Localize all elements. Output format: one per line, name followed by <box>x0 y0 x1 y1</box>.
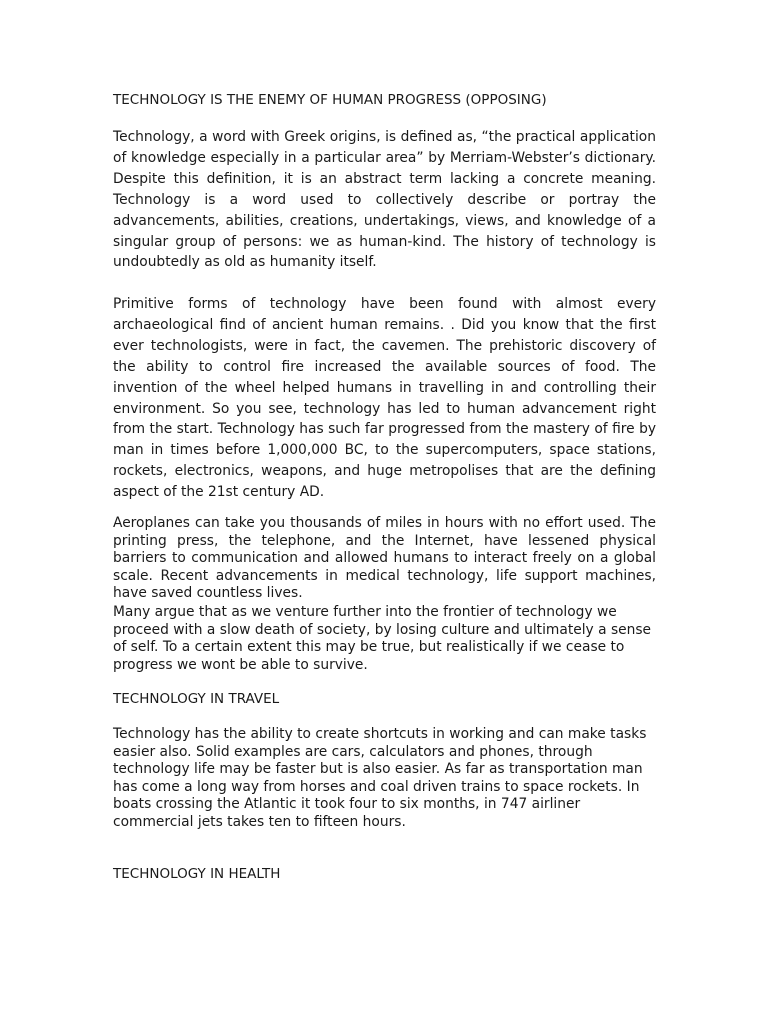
travel-paragraph: Technology has the ability to create shortcuts in working and can make tasks easier also. Solid examples are cars, calculators and phones, through technology life may be faster but is also easier. As far as transportation man has come a long way from horses and coal driven trains to space rockets. In boats crossing the Atlantic it took four to six months, in 747 airliner commercial jets takes ten to fifteen hours. <box>113 726 647 830</box>
travel-section-heading: TECHNOLOGY IN TRAVEL <box>113 691 280 707</box>
intro-paragraph: Technology, a word with Greek origins, is defined as, “the practical application of knowledge especially in a particular area” by Merriam-Webster’s dictionary. Despite this definition, it is an abstract term lacking a concrete meaning. Technology is a word used to collectively describe or portray the advancements, abilities, creations, undertakings, views, and knowledge of a singular group of persons: we as human-kind. The history of technology is undoubtedly as old as humanity itself. <box>113 129 656 271</box>
society-paragraph: Many argue that as we venture further into the frontier of technology we proceed with a slow death of society, by losing culture and ultimately a sense of self. To a certain extent this may be true, but realistically if we cease to progress we wont be able to survive. <box>113 604 652 673</box>
document-title: TECHNOLOGY IS THE ENEMY OF HUMAN PROGRESS (OPPOSING) <box>113 92 547 108</box>
communication-paragraph: Aeroplanes can take you thousands of miles in hours with no effort used. The printing press, the telephone, and the Internet, have lessened physical barriers to communication and allowed humans to interact freely on a global scale. Recent advancements in medical technology, life support machines, have saved countless lives. <box>113 515 656 601</box>
health-section-heading: TECHNOLOGY IN HEALTH <box>113 866 281 882</box>
primitive-technology-paragraph: Primitive forms of technology have been found with almost every archaeological find of ancient human remains. . Did you know that the first ever technologists, were in fact, the cavemen. The prehistoric discovery of the ability to control fire increased the available sources of food. The invention of the wheel helped humans in travelling in and controlling their environment. So you see, technology has led to human advancement right from the start. Technology has such far progressed from the mastery of fire by man in times before 1,000,000 BC, to the supercomputers, space stations, rockets, electronics, weapons, and huge metropolises that are the defining aspect of the 21st century AD. <box>113 296 656 501</box>
